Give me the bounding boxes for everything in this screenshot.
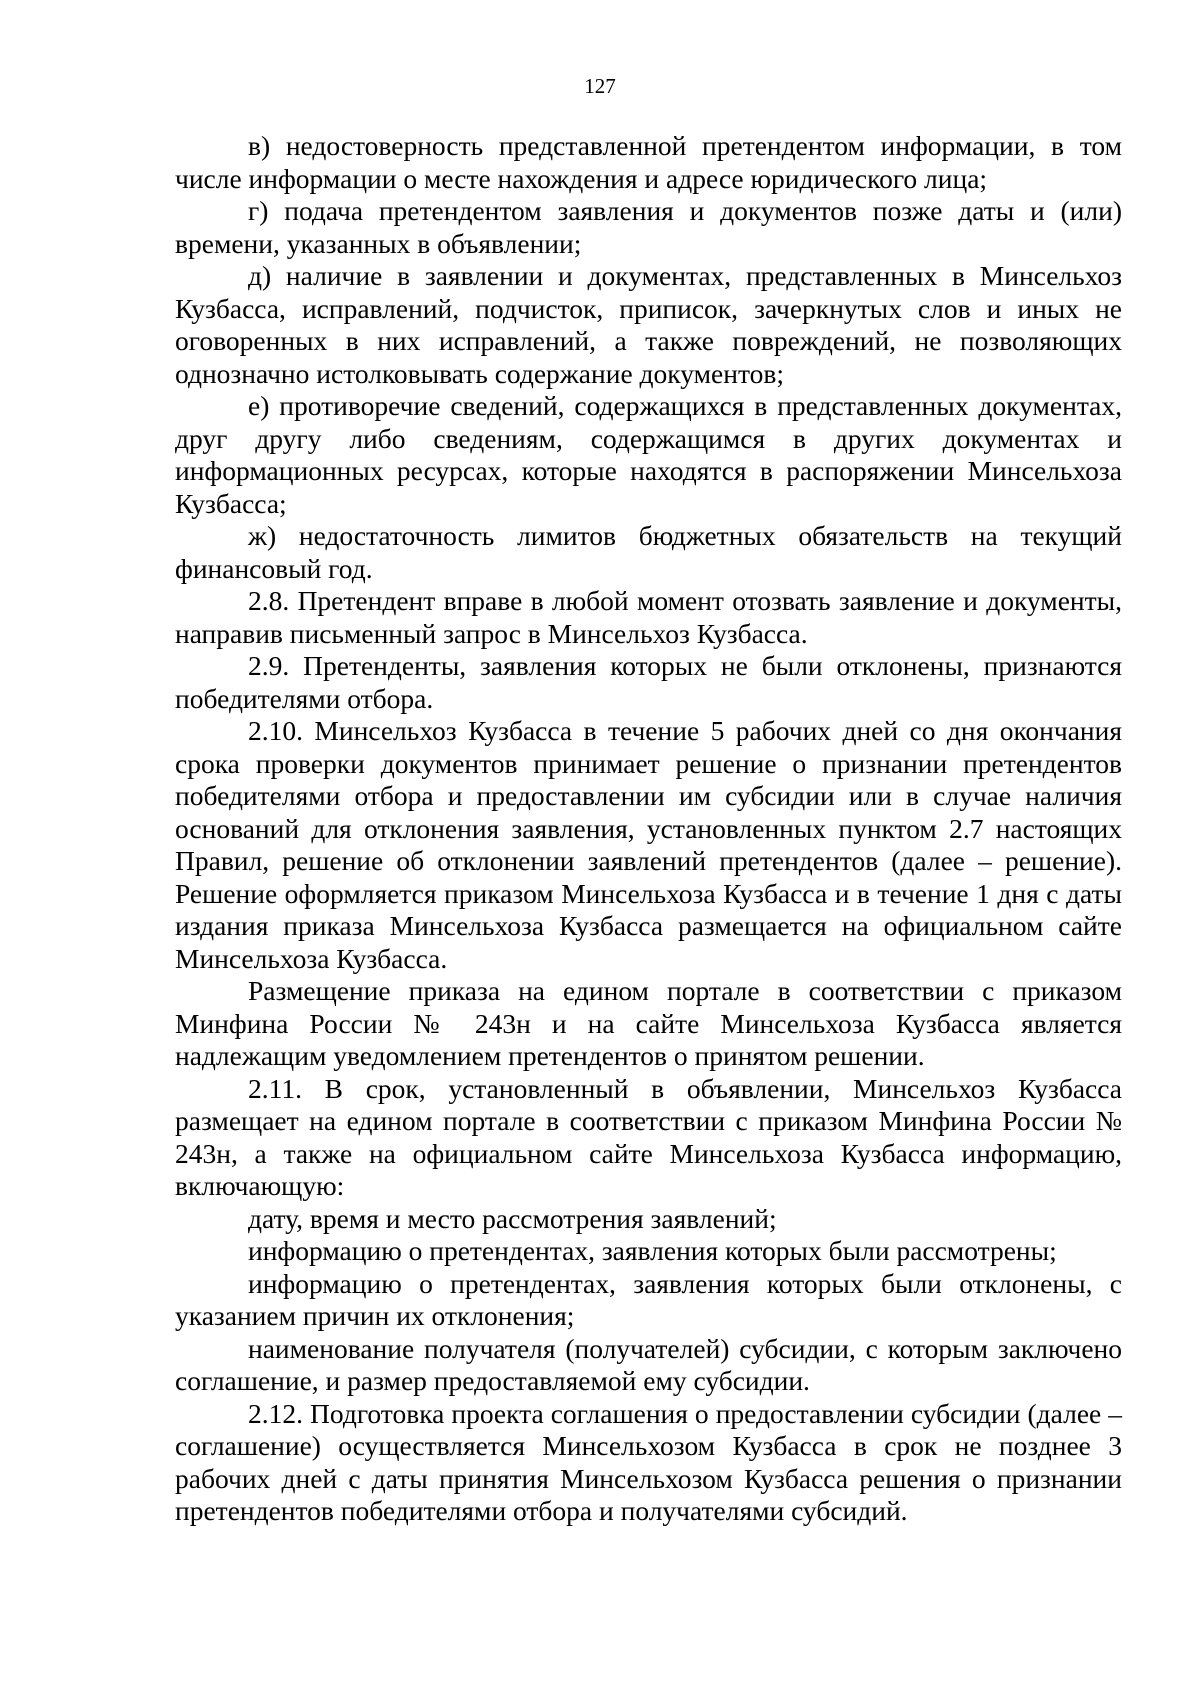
- paragraph-item-v: в) недостоверность представленной претендентом информации, в том числе информации о месте нахождения и адресе юридического лица;: [175, 130, 1122, 194]
- document-body: [175, 130, 1122, 1528]
- list-item-recipient-name: наименование получателя (получателей) субсидии, с которым заключено соглашение, и размер предоставляемой ему субсидии.: [175, 1332, 1122, 1396]
- paragraph-publication: Размещение приказа на едином портале в соответствии с приказом Минфина России № 243н и на сайте Минсельхоза Кузбасса является надлежащим уведомлением претендентов о принятом решении.: [175, 975, 1122, 1071]
- paragraph-2-8: 2.8. Претендент вправе в любой момент отозвать заявление и документы, направив письменный запрос в Минсельхоз Кузбасса.: [175, 585, 1122, 649]
- list-item-reviewed-applicants: информацию о претендентах, заявления которых были рассмотрены;: [248, 1235, 1057, 1266]
- paragraph-item-e: е) противоречие сведений, содержащихся в представленных документах, друг другу либо сведениям, содержащимся в других документах и информационных ресурсах, которые находятся в распоряжении Минсельхоза Кузбасса;: [175, 390, 1122, 519]
- paragraph-item-g: г) подача претендентом заявления и документов позже даты и (или) времени, указанных в объявлении;: [175, 195, 1122, 259]
- list-item-date-time-place: дату, время и место рассмотрения заявлений;: [248, 1202, 777, 1234]
- paragraph-2-11: 2.11. В срок, установленный в объявлении, Минсельхоз Кузбасса размещает на едином портале в соответствии с приказом Минфина России № 243н, а также на официальном сайте Минсельхоза Кузбасса информацию, включающую:: [175, 1072, 1122, 1201]
- paragraph-2-10: 2.10. Минсельхоз Кузбасса в течение 5 рабочих дней со дня окончания срока проверки документов принимает решение о признании претендентов победителями отбора и предоставлении им субсидии или в случае наличия оснований для отклонения заявления, установленных пунктом 2.7 настоящих Правил, решение об отклонении заявлений претендентов (далее – решение). Решение оформляется приказом Минсельхоза Кузбасса и в течение 1 дня с даты издания приказа Минсельхоза Кузбасса размещается на официальном сайте Минсельхоза Кузбасса.: [175, 715, 1122, 974]
- paragraph-2-12: 2.12. Подготовка проекта соглашения о предоставлении субсидии (далее – соглашение) осуществляется Минсельхозом Кузбасса в срок не позднее 3 рабочих дней с даты принятия Минсельхозом Кузбасса решения о признании претендентов победителями отбора и получателями субсидий.: [175, 1397, 1122, 1526]
- paragraph-item-zh: ж) недостаточность лимитов бюджетных обязательств на текущий финансовый год.: [175, 520, 1122, 584]
- list-item-rejected-applicants: информацию о претендентах, заявления которых были отклонены, с указанием причин их отклонения;: [175, 1267, 1122, 1331]
- paragraph-2-9: 2.9. Претенденты, заявления которых не были отклонены, признаются победителями отбора.: [175, 650, 1122, 714]
- paragraph-item-d: д) наличие в заявлении и документах, представленных в Минсельхоз Кузбасса, исправлений, подчисток, приписок, зачеркнутых слов и иных не оговоренных в них исправлений, а также повреждений, не позволяющих однозначно истолковывать содержание документов;: [175, 260, 1122, 389]
- page-number: 127: [584, 74, 616, 98]
